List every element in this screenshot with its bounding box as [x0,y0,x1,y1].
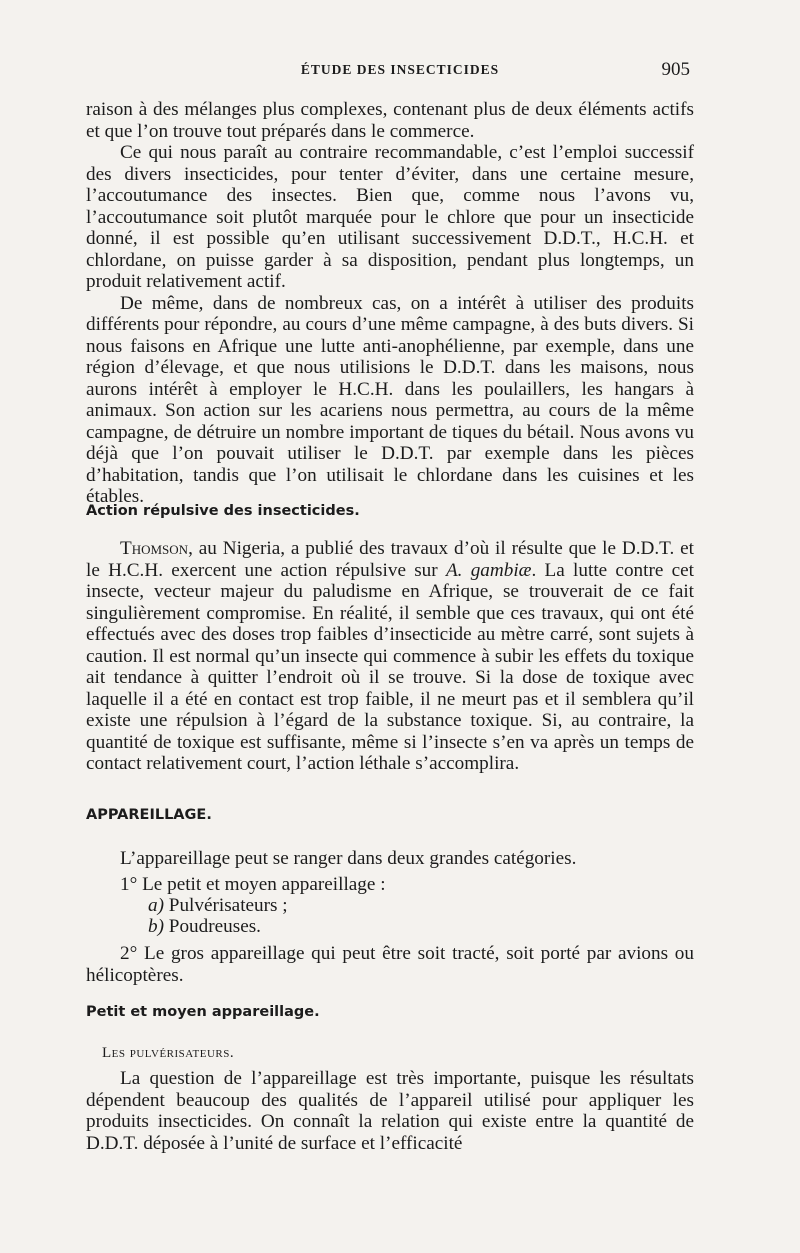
body-block-1 [86,99,694,508]
list-item-1: 1° Le petit et moyen appareillage : [120,874,386,895]
body-block-pulverisateurs [86,1068,694,1154]
appareillage-intro: L’appareillage peut se ranger dans deux grandes catégories. [120,848,577,869]
paragraph: Thomson, au Nigeria, a publié des travaux d’où il résulte que le D.D.T. et le H.C.H. exercent une action répulsive sur A. gambiæ. La lutte contre cet insecte, vecteur majeur du paludisme en Afrique, se trouverait de ce fait singulièrement compromise. En réalité, il semble que ces travaux, qui ont été effectués avec des doses trop faibles d’insecticide au mètre carré, sont sujets à caution. Il est normal qu’un insecte qui commence à subir les effets du toxique ait tendance à quitter l’endroit où il se trouve. Si la dose de toxique avec laquelle il a été en contact est trop faible, il ne meurt pas et il semblera qu’il existe une répulsion à l’égard de la substance toxique. Si, au contraire, la quantité de toxique est suffisante, même si l’insecte s’en va après un temps de contact relativement court, l’action léthale s’accomplira. [86,538,694,774]
author-name: Thomson [120,538,189,559]
paragraph: De même, dans de nombreux cas, on a intérêt à utiliser des produits différents pour répondre, au cours d’une même campagne, à des buts divers. Si nous faisons en Afrique une lutte anti-anophélienne, par exemple, dans une région d’élevage, et que nous utilisions le D.D.T. dans les maisons, nous aurons intérêt à employer le H.C.H. dans les poulaillers, les hangars à animaux. Son action sur les acariens nous permettra, au cours de la même campagne, de détruire un nombre important de tiques du bétail. Nous avons vu déjà que l’on pouvait utiliser le D.D.T. par exemple dans les pièces d’habitation, tandis que l’on utilisait le chlordane dans les cuisines et les étables. [86,292,694,507]
section-heading-appareillage: APPAREILLAGE. [86,807,212,823]
paragraph: La question de l’appareillage est très importante, puisque les résultats dépendent beaucoup des qualités de l’appareil utilisé pour appliquer les produits insecticides. On connaît la relation qui existe entre la quantité de D.D.T. déposée à l’unité de surface et l’efficacité [86,1068,694,1154]
section-heading-petit-moyen: Petit et moyen appareillage. [86,1004,320,1020]
list-item-2: 2° Le gros appareillage qui peut être soit tracté, soit porté par avions ou hélicoptères. [86,943,694,986]
running-header [0,59,800,86]
paragraph: Ce qui nous paraît au contraire recommandable, c’est l’emploi successif des divers insecticides, pour tenter d’éviter, dans une certaine mesure, l’accoutumance des insectes. Bien que, comme nous l’avons vu, l’accoutumance soit plutôt marquée pour le chlore que pour un insecticide donné, il est possible qu’en utilisant successivement D.D.T., H.C.H. et chlordane, on puisse garder à sa disposition, pendant plus longtemps, un produit relativement actif. [86,142,694,292]
list-item-1b: b) Poudreuses. [148,916,261,937]
subheading-pulverisateurs: Les pulvérisateurs. [102,1045,235,1061]
section-heading-repulsive: Action répulsive des insecticides. [86,503,360,519]
running-title: ÉTUDE DES INSECTICIDES [300,62,500,77]
paragraph: raison à des mélanges plus complexes, contenant plus de deux éléments actifs et que l’on trouve tout préparés dans le commerce. [86,99,694,142]
body-block-repulsive [86,538,694,775]
list-item-1a: a) Pulvérisateurs ; [148,895,288,916]
species-name: A. gambiæ [445,559,532,581]
page-number: 905 [661,59,690,80]
